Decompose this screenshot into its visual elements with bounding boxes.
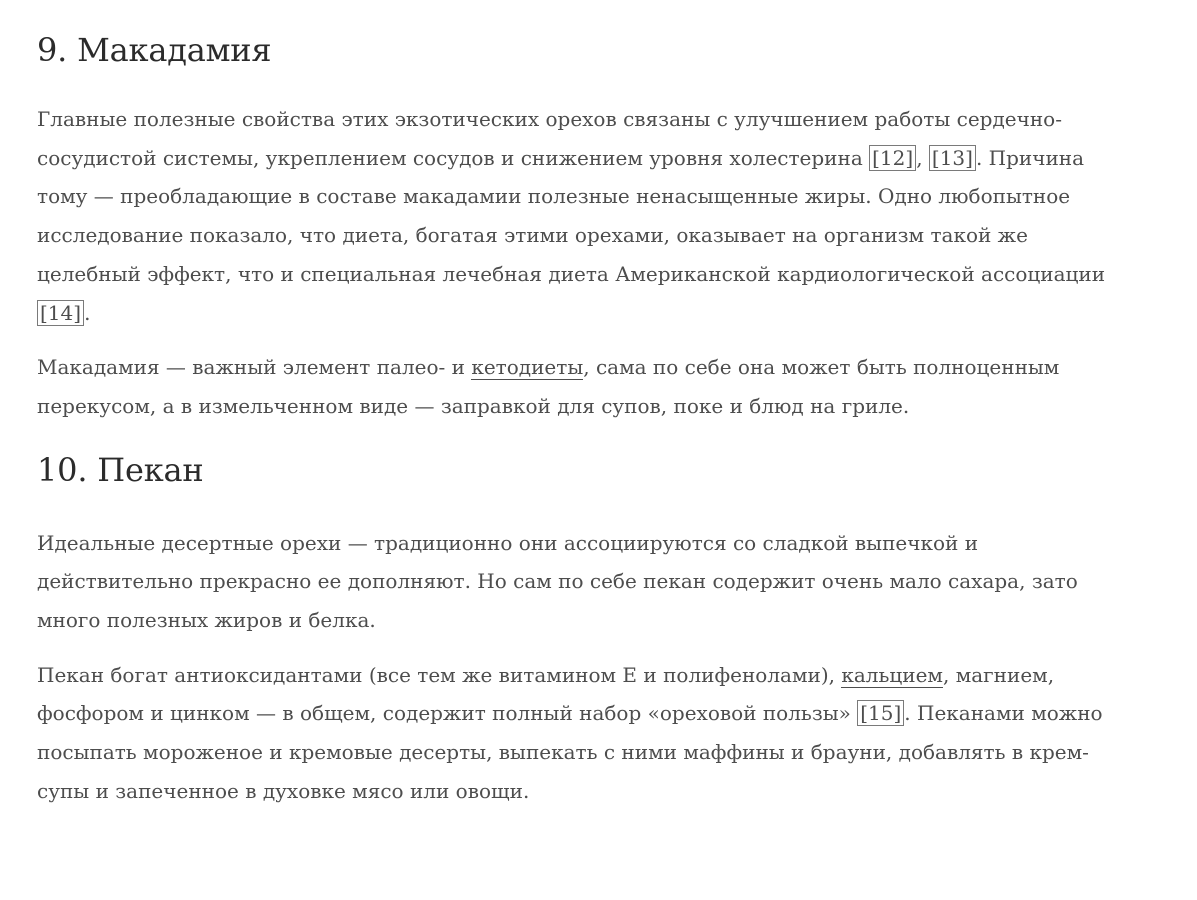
reference-link-12[interactable]: [12] <box>869 145 916 171</box>
text-segment: . Пеканами можно посыпать мороженое и кремовые десерты, выпекать с ними маффины и брауни, добавлять в крем-супы и запеченное в духовке мясо или овощи. <box>37 701 1103 803</box>
text-segment: . <box>84 300 91 325</box>
text-segment: , сама по себе она может быть полноценным перекусом, а в измельченном виде — заправкой для супов, поке и блюд на гриле. <box>37 355 1060 418</box>
paragraph-macadamia-usage <box>37 348 1137 425</box>
text-segment: , <box>916 145 929 170</box>
reference-link-13[interactable]: [13] <box>929 145 976 171</box>
reference-link-14[interactable]: [14] <box>37 300 84 326</box>
text-segment: . Причина тому — преобладающие в составе макадамии полезные ненасыщенные жиры. Одно любопытное исследование показало, что диета, богатая этими орехами, оказывает на организм такой же целебный эффект, что и специальная лечебная диета Американской кардиологической ассоциации <box>37 145 1106 286</box>
reference-link-15[interactable]: [15] <box>857 700 904 726</box>
paragraph-pecan-benefits <box>37 656 1137 811</box>
section-heading-pecan: 10. Пекан <box>37 450 204 489</box>
paragraph-macadamia-benefits <box>37 100 1137 332</box>
link-keto-diet[interactable]: кетодиеты <box>471 355 584 380</box>
text-segment: Макадамия — важный элемент палео- и <box>37 355 472 380</box>
section-heading-macadamia: 9. Макадамия <box>37 31 272 69</box>
text-segment: Пекан богат антиоксидантами (все тем же витамином Е и полифенолами), <box>37 662 842 687</box>
link-calcium[interactable]: кальцием <box>841 662 943 687</box>
paragraph-pecan-intro: Идеальные десертные орехи — традиционно они ассоциируются со сладкой выпечкой и действительно прекрасно ее дополняют. Но сам по себе пекан содержит очень мало сахара, зато много полезных жиров и белка. <box>37 530 1078 633</box>
text-segment: , магнием, фосфором и цинком — в общем, содержит полный набор «ореховой пользы» <box>37 662 1055 726</box>
text-segment: Главные полезные свойства этих экзотических орехов связаны с улучшением работы сердечно-сосудистой системы, укреплением сосудов и снижением уровня холестерина <box>37 107 1062 170</box>
